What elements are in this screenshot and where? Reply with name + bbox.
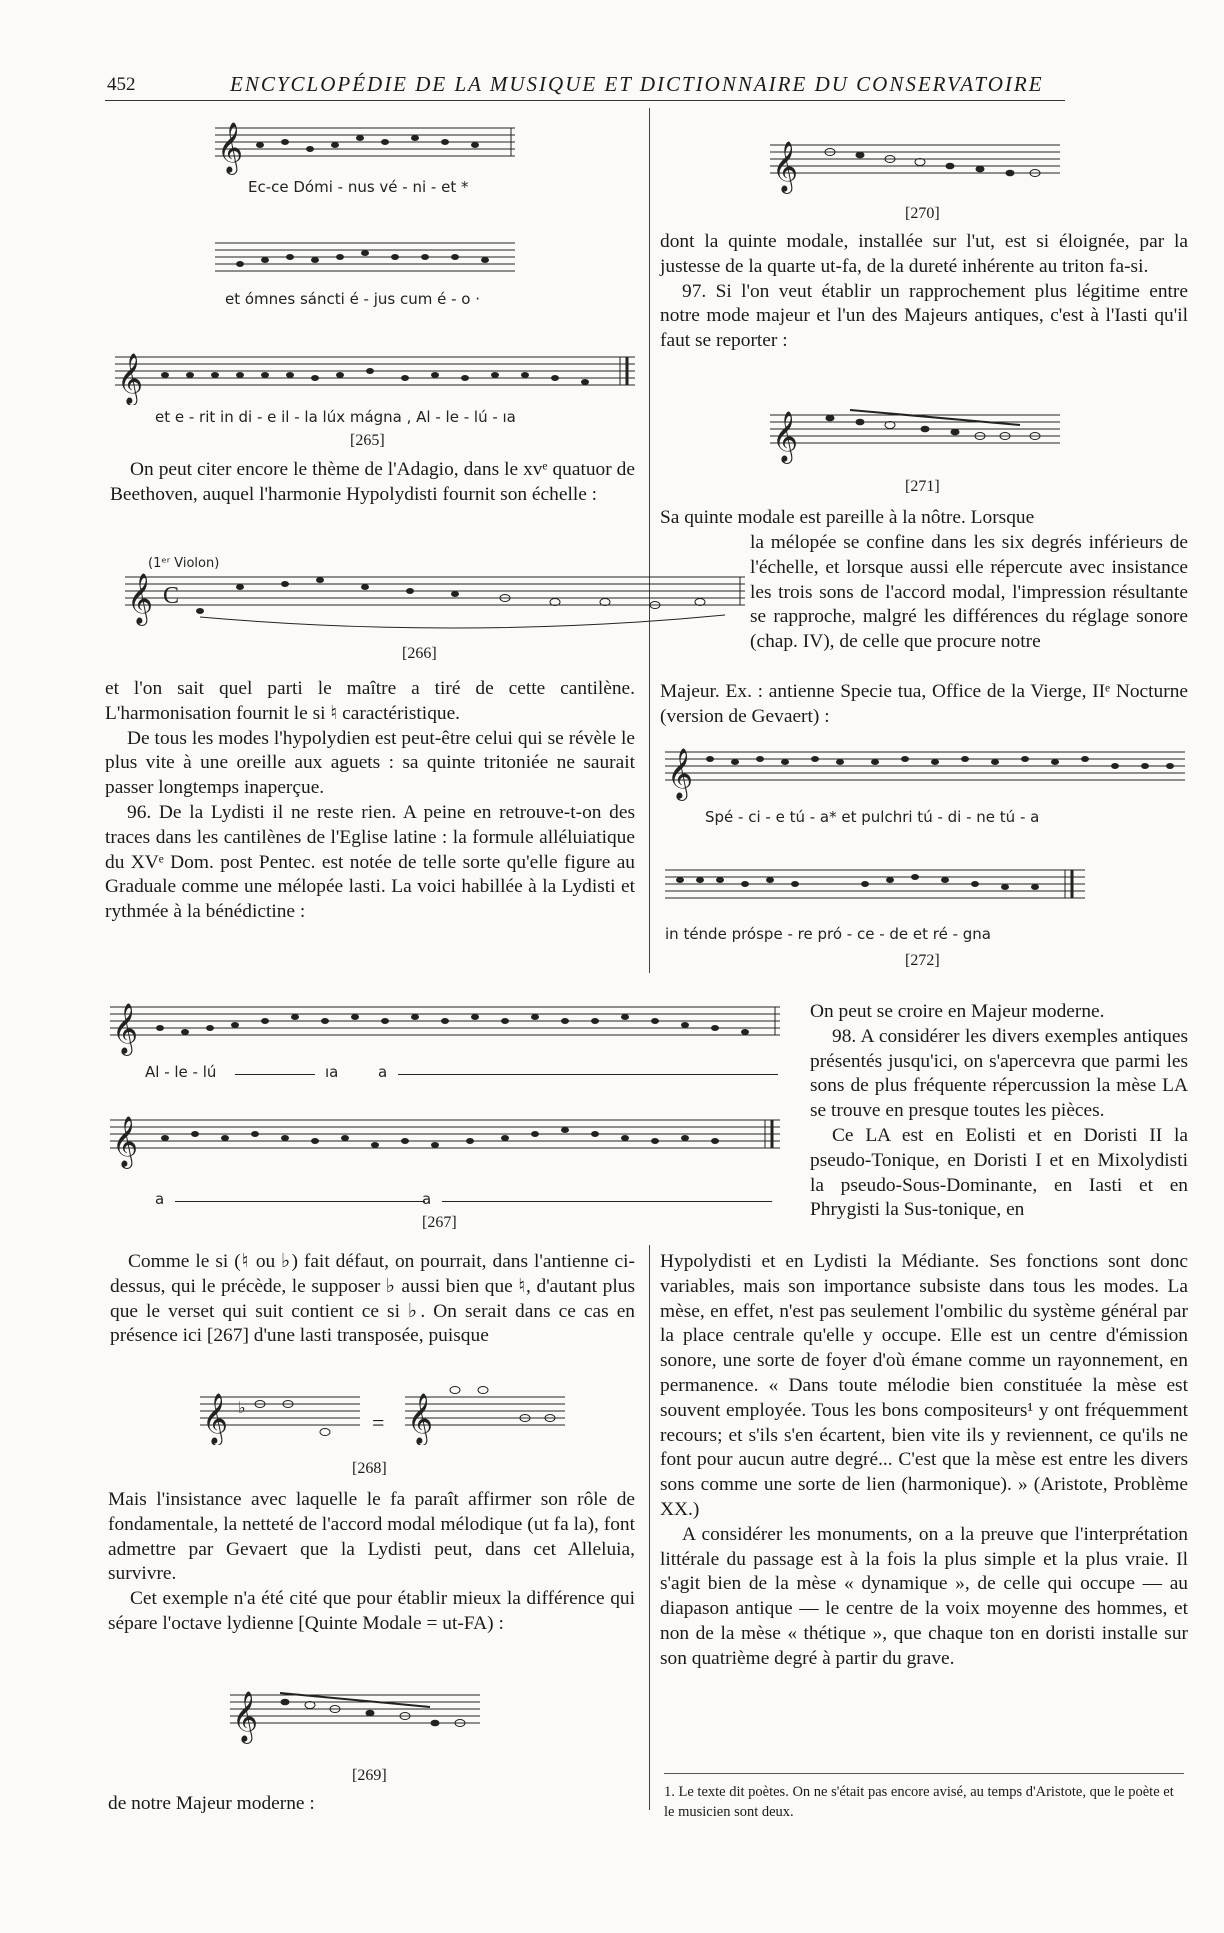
caption-266: [266] [402, 645, 437, 662]
caption-272: [272] [905, 952, 940, 969]
equals-sign: = [372, 1410, 385, 1435]
melisma-line-2 [398, 1074, 778, 1075]
lyric-267-a1: a [378, 1063, 388, 1081]
caption-267: [267] [422, 1214, 457, 1231]
svg-text:𝄞: 𝄞 [112, 1003, 139, 1054]
music-example-267-line1 [110, 995, 780, 1060]
running-header [105, 70, 1065, 101]
left-paragraph-5: Comme le si (♮ ou ♭) fait défaut, on pourrait, dans l'antienne ci-dessus, qui le précède, le supposer ♭ aussi bien que ♮, d'autant plus que le verset qui suit contient ce si ♭. On serait dans ce cas en présence ici [267] d'une lasti transposée, puisque [110, 1251, 635, 1347]
music-example-267-line2 [110, 1108, 780, 1173]
lyric-265-line2: et ómnes sáncti é - jus cum é - o · [225, 290, 481, 308]
lyric-266-label: (1ᵉʳ Violon) [148, 556, 220, 571]
music-example-268-a [200, 1385, 360, 1445]
running-title: ENCYCLOPÉDIE DE LA MUSIQUE ET DICTIONNAIRE DU CONSERVATOIRE [230, 72, 1044, 96]
music-example-272-line2 [665, 860, 1085, 915]
music-example-269 [230, 1685, 480, 1745]
lyric-272-line1: Spé - ci - e tú - a* et pulchri tú - di - ne tú - a [705, 808, 1040, 826]
melisma-line-3 [175, 1201, 425, 1202]
lyric-265-line3: et e - rit in di - e il - la lúx mágna , Al - le - lú - ıa [155, 408, 516, 426]
left-paragraph-1: On peut citer encore le thème de l'Adagio, dans le xvᵉ quatuor de Beethoven, auquel l'harmonie Hypolydisti fournit son échelle : [110, 459, 635, 505]
svg-text:𝄞: 𝄞 [127, 573, 154, 624]
left-paragraphs-2-4: et l'on sait quel parti le maître a tiré de cette cantilène. L'harmonisation fournit le si ♮ caractéristique. De tous les modes l'hypolydien est peut-être celui qui se révèle le plus vite à une oreille aux aguets : sa quinte tritoniée ne saurait passer longtemps inaperçue. 96. De la Lydisti il ne reste rien. A peine en retrouve-t-on des traces dans les cantilènes de l'Eglise latine : la formule alléluiatique du XVᵉ Dom. post Pentec. est notée de telle sorte qu'elle figure au Graduale comme une mélopée lasti. La voici habillée à la Lydisti et rythmée à la bénédictine : [105, 678, 635, 923]
svg-text:𝄞: 𝄞 [112, 1116, 139, 1167]
svg-text:𝄞: 𝄞 [407, 1393, 434, 1444]
left-paragraph-8: de notre Majeur moderne : [108, 1793, 315, 1814]
caption-270: [270] [905, 205, 940, 222]
music-example-268-b [405, 1385, 565, 1445]
lyric-272-line2: in ténde próspe - re pró - ce - de et ré - gna [665, 925, 992, 943]
music-example-271 [770, 405, 1060, 465]
music-example-265-line1 [215, 118, 515, 178]
music-example-270 [770, 135, 1060, 195]
lyric-267-alleluia: Al - le - lú [145, 1063, 217, 1081]
column-rule-lower [649, 1245, 650, 1810]
column-rule [649, 108, 650, 973]
caption-268: [268] [352, 1460, 387, 1477]
music-example-266 [125, 565, 745, 635]
music-example-265-line2 [215, 235, 515, 285]
svg-text:♭: ♭ [238, 1400, 246, 1417]
lyric-265-line1: Ec-ce Dómi - nus vé - ni - et * [248, 178, 469, 196]
music-example-272-line1 [665, 740, 1185, 805]
lyric-267-ia: ıa [325, 1063, 339, 1081]
music-example-265-line3 [115, 345, 635, 405]
svg-text:𝄞: 𝄞 [232, 1691, 259, 1742]
caption-271: [271] [905, 478, 940, 495]
svg-text:𝄞: 𝄞 [117, 353, 144, 404]
footnote: 1. Le texte dit poètes. On ne s'était pas encore avisé, au temps d'Aristote, que le poète et le musicien sont deux. [664, 1773, 1184, 1822]
page-number: 452 [107, 74, 136, 95]
lyric-267-a2: a [155, 1190, 165, 1208]
melisma-line-4 [442, 1201, 772, 1202]
svg-text:𝄞: 𝄞 [772, 411, 799, 462]
svg-text:𝄞: 𝄞 [667, 748, 694, 799]
svg-text:𝄞: 𝄞 [202, 1393, 229, 1444]
caption-265: [265] [350, 432, 385, 449]
svg-text:𝄞: 𝄞 [772, 141, 799, 192]
left-paragraphs-6-7: Mais l'insistance avec laquelle le fa paraît affirmer son rôle de fondamentale, la netteté de l'accord modal mélodique (ut fa la), font admettre par Gevaert que la Lydisti peut, dans cet Alleluia, survivre. Cet exemple n'a été cité que pour établir mieux la différence qui sépare l'octave lydienne [Quinte Modale = ut-FA) : [108, 1489, 635, 1634]
caption-269: [269] [352, 1767, 387, 1784]
lyric-267-a3: a [422, 1190, 432, 1208]
svg-text:𝄞: 𝄞 [217, 122, 244, 173]
right-paragraph-3c: Majeur. Ex. : antienne Specie tua, Office de la Vierge, IIᵉ Nocturne (version de Gevaert) : [660, 681, 1188, 727]
right-paragraphs-6b-7: Hypolydisti et en Lydisti la Médiante. Ses fonctions sont donc variables, mais son importance subsiste dans tous les modes. La mèse, en effet, n'est pas seulement l'ombilic du système général par la place centrale qu'elle y occupe. Elle est un centre d'émission sonore, une sorte de foyer d'où émane comme un rayonnement, en permanence. « Dans toute mélodie bien constituée la mèse est souvent employée. Tous les bons compositeurs¹ y ont fréquemment recours; et s'ils s'en écartent, bien vite ils y reviennent, ce qu'ils ne font pour aucun autre degré... C'est que la mèse est entre les divers sons comme une sorte de lien (harmonique). » (Aristote, Problème XX.) A considérer les monuments, on a la preuve que l'interprétation littérale du passage est à la fois la plus simple et la plus vraie. Il s'agit bien de la mèse « dynamique », de celle qui occupe — au diapason antique — le centre de la voix moyenne des hommes, et non de la mèse « thétique », que chaque ton en doristi installe sur son quatrième degré à partir du grave. [660, 1251, 1188, 1669]
right-paragraphs-1-2: dont la quinte modale, installée sur l'ut, est si éloignée, par la justesse de la quarte ut-fa, de la dureté inhérente au triton fa-si. 97. Si l'on veut établir un rapprochement plus légitime entre notre mode majeur et l'un des Majeurs antiques, c'est à l'Iasti qu'il faut se reporter : [660, 231, 1188, 352]
svg-text:C: C [163, 583, 180, 609]
melisma-line-1 [235, 1074, 315, 1075]
right-paragraph-3b: la mélopée se confine dans les six degrés inférieurs de l'échelle, et lorsque aussi elle répercute avec insistance les trois sons de l'accord modal, l'impression résultante se rapproche, malgré les différences du réglage sonore (chap. IV), de celle que procure notre [750, 532, 1188, 653]
right-paragraphs-4-6a: On peut se croire en Majeur moderne. 98. A considérer les divers exemples antiques présentés jusqu'ici, on s'apercevra que parmi les sons de plus fréquente répercussion la mèse LA se trouve en presque toutes les pièces. Ce LA est en Eolisti et en Doristi II la pseudo-Tonique, en Doristi I et en Mixolydisti la pseudo-Sous-Dominante, en Iasti et en Phrygisti la Sus-tonique, en [810, 1001, 1188, 1221]
right-paragraph-3a: Sa quinte modale est pareille à la nôtre. Lorsque [660, 507, 1035, 528]
